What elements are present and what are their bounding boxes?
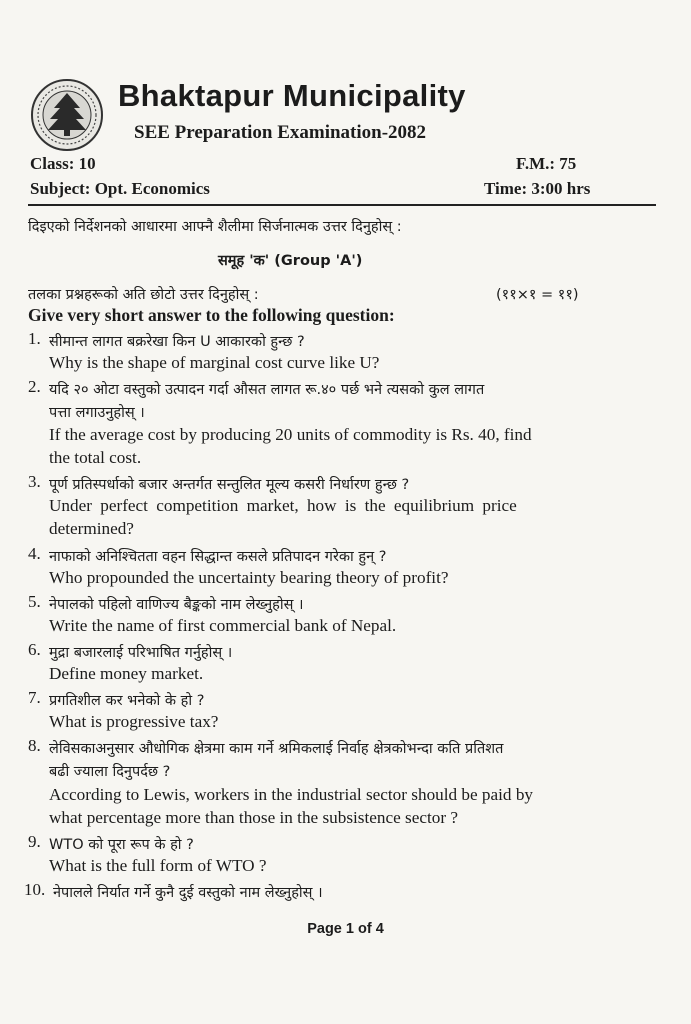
- question-text-english: Why is the shape of marginal cost curve like U?: [49, 353, 380, 372]
- subject-label: Subject: Opt. Economics: [30, 179, 210, 198]
- question-number: 8.: [28, 736, 41, 755]
- page-title: Bhaktapur Municipality: [118, 78, 466, 113]
- header-divider: [28, 204, 656, 206]
- question-text-english: Define money market.: [49, 664, 204, 683]
- question-text-english: Under perfect competition market, how is the equilibrium price: [49, 496, 517, 515]
- group-heading: समूह 'क' (Group 'A'): [218, 253, 363, 269]
- question-number: 2.: [28, 377, 41, 396]
- municipality-logo-icon: [30, 78, 104, 152]
- question-text-nepali: WTO को पूरा रूप के हो ?: [49, 837, 194, 853]
- question-text-nepali: पूर्ण प्रतिस्पर्धाको बजार अन्तर्गत सन्तुलित मूल्य कसरी निर्धारण हुन्छ ?: [49, 477, 410, 493]
- question-text-english: If the average cost by producing 20 units of commodity is Rs. 40, find: [49, 425, 532, 444]
- short-answer-instruction-english: Give very short answer to the following question:: [28, 305, 395, 325]
- question-text-nepali: नेपालले निर्यात गर्ने कुनै दुई वस्तुको नाम लेख्नुहोस् ।: [53, 885, 323, 901]
- exam-name: SEE Preparation Examination-2082: [134, 122, 427, 143]
- question-text-english: According to Lewis, workers in the industrial sector should be paid by: [49, 785, 534, 804]
- full-marks-label: F.M.: 75: [516, 154, 577, 173]
- question-text-nepali: नेपालको पहिलो वाणिज्य बैङ्कको नाम लेख्नुहोस् ।: [49, 597, 304, 613]
- question-text-english: Write the name of first commercial bank of Nepal.: [49, 616, 397, 635]
- question-text-nepali: मुद्रा बजारलाई परिभाषित गर्नुहोस् ।: [49, 645, 233, 661]
- question-text-english: what percentage more than those in the subsistence sector ?: [49, 808, 459, 827]
- page-number: Page 1 of 4: [307, 921, 384, 937]
- question-text-nepali: बढी ज्याला दिनुपर्दछ ?: [49, 764, 171, 780]
- question-text-nepali: सीमान्त लागत बक्ररेखा किन U आकारको हुन्छ ?: [49, 334, 305, 350]
- question-number: 9.: [28, 832, 41, 851]
- class-label: Class: 10: [30, 154, 96, 173]
- time-label: Time: 3:00 hrs: [484, 179, 591, 198]
- question-text-nepali: प्रगतिशील कर भनेको के हो ?: [49, 693, 205, 709]
- general-instruction: दिइएको निर्देशनको आधारमा आफ्नै शैलीमा सिर्जनात्मक उत्तर दिनुहोस् :: [28, 219, 402, 235]
- question-number: 10.: [24, 880, 46, 899]
- marks-allocation: (११×१ = ११): [496, 287, 579, 303]
- question-text-nepali: यदि २० ओटा वस्तुको उत्पादन गर्दा औसत लागत रू.४० पर्छ भने त्यसको कुल लागत: [49, 382, 485, 398]
- question-number: 6.: [28, 640, 41, 659]
- question-text-nepali: लेविसकाअनुसार औधोगिक क्षेत्रमा काम गर्ने श्रमिकलाई निर्वाह क्षेत्रकोभन्दा कति प्रतिशत: [49, 741, 504, 757]
- question-number: 3.: [28, 472, 41, 491]
- question-text-english: Who propounded the uncertainty bearing theory of profit?: [49, 568, 449, 587]
- question-number: 4.: [28, 544, 41, 563]
- short-answer-instruction-nepali: तलका प्रश्नहरूको अति छोटो उत्तर दिनुहोस् :: [28, 287, 259, 303]
- question-number: 1.: [28, 329, 41, 348]
- question-number: 5.: [28, 592, 41, 611]
- question-text-english: What is the full form of WTO ?: [49, 856, 267, 875]
- question-text-english: the total cost.: [49, 448, 142, 467]
- question-text-english: What is progressive tax?: [49, 712, 219, 731]
- question-text-english: determined?: [49, 519, 134, 538]
- question-text-nepali: पत्ता लगाउनुहोस् ।: [49, 405, 145, 421]
- question-number: 7.: [28, 688, 41, 707]
- question-text-nepali: नाफाको अनिश्चितता वहन सिद्धान्त कसले प्रतिपादन गरेका हुन् ?: [49, 549, 387, 565]
